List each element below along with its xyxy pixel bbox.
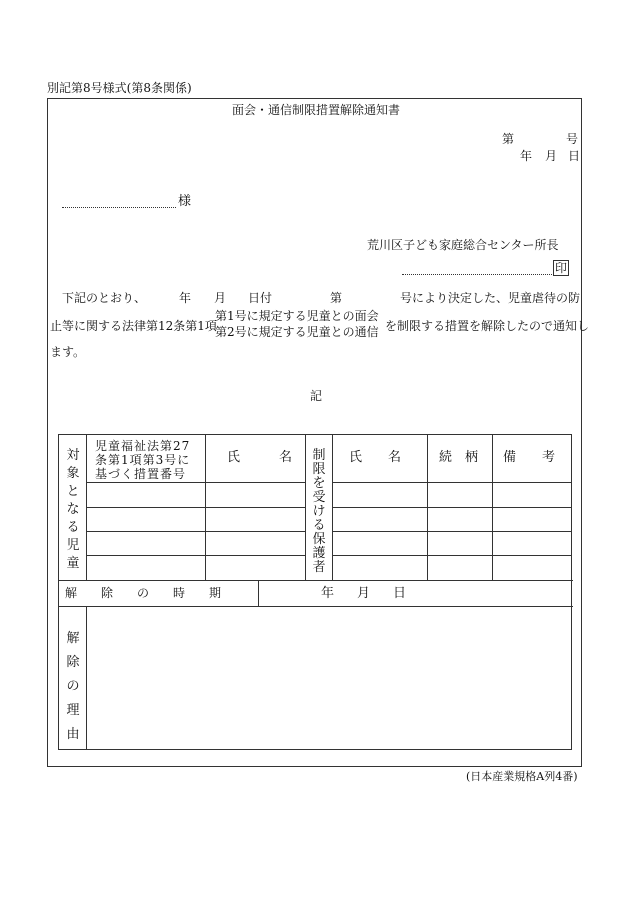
section-line [59, 580, 573, 581]
body-line1-month: 月 [214, 291, 227, 305]
body-line3: ます。 [50, 345, 86, 359]
issuer-signature-line[interactable] [402, 274, 552, 275]
measure-number-header: 児童福祉法第27条第1項第3号に基づく措置番号 [95, 439, 191, 481]
release-day: 日 [393, 586, 407, 601]
body-line2-a: 止等に関する法律第12条第1項 [50, 319, 217, 333]
number-go: 号 [566, 132, 579, 146]
row-line [87, 482, 305, 483]
row-line [87, 507, 305, 508]
row-line [333, 555, 572, 556]
date-month: 月 [545, 149, 558, 163]
body-line2-option2: 第2号に規定する児童との通信 [215, 325, 379, 339]
body-line2-b: を制限する措置を解除したので通知し [385, 319, 590, 333]
issuer-name: 荒川区子ども家庭総合センター所長 [367, 238, 559, 252]
details-table [58, 434, 572, 750]
col-line [86, 435, 87, 580]
date-year: 年 [520, 149, 533, 163]
row-line [333, 507, 572, 508]
date-day: 日 [568, 149, 581, 163]
body-line1-dayfu: 日付 [248, 291, 273, 305]
release-month: 月 [357, 586, 371, 601]
release-time-label: 解 除 の 時 期 [65, 586, 222, 600]
row-line [333, 482, 572, 483]
guardian-label: 制限を受ける保護者 [312, 448, 326, 575]
body-line1-year: 年 [179, 291, 192, 305]
target-child-label: 対象となる児童 [66, 448, 80, 571]
form-title: 面会・通信制限措置解除通知書 [232, 103, 401, 117]
col-line [332, 435, 333, 580]
col-line [258, 580, 259, 606]
name-header-right: 氏 名 [349, 450, 402, 465]
addressee-line[interactable] [62, 207, 176, 208]
body-line1-b: 号により決定した、児童虐待の防 [400, 291, 581, 305]
col-line [305, 435, 306, 580]
reason-label: 解除の理由 [66, 631, 80, 742]
body-line1-dai: 第 [330, 291, 343, 305]
relation-header: 続 柄 [439, 450, 479, 465]
release-year: 年 [321, 586, 335, 601]
col-line [205, 435, 206, 580]
addressee-suffix: 様 [178, 194, 192, 209]
col-line [427, 435, 428, 580]
number-dai: 第 [502, 132, 515, 146]
seal-mark: 印 [554, 261, 567, 275]
name-header-left: 氏 名 [227, 450, 293, 465]
row-line [87, 531, 305, 532]
row-line [87, 555, 305, 556]
footer-standard: (日本産業規格A列4番) [466, 770, 578, 783]
remarks-header: 備 考 [503, 450, 556, 465]
form-designation: 別記第8号様式(第8条関係) [47, 81, 192, 95]
body-line1-a: 下記のとおり、 [62, 291, 147, 305]
col-line [492, 435, 493, 580]
reason-input-area[interactable] [87, 607, 572, 750]
ki-heading: 記 [310, 389, 323, 403]
row-line [333, 531, 572, 532]
body-line2-option1: 第1号に規定する児童との面会 [215, 309, 379, 323]
